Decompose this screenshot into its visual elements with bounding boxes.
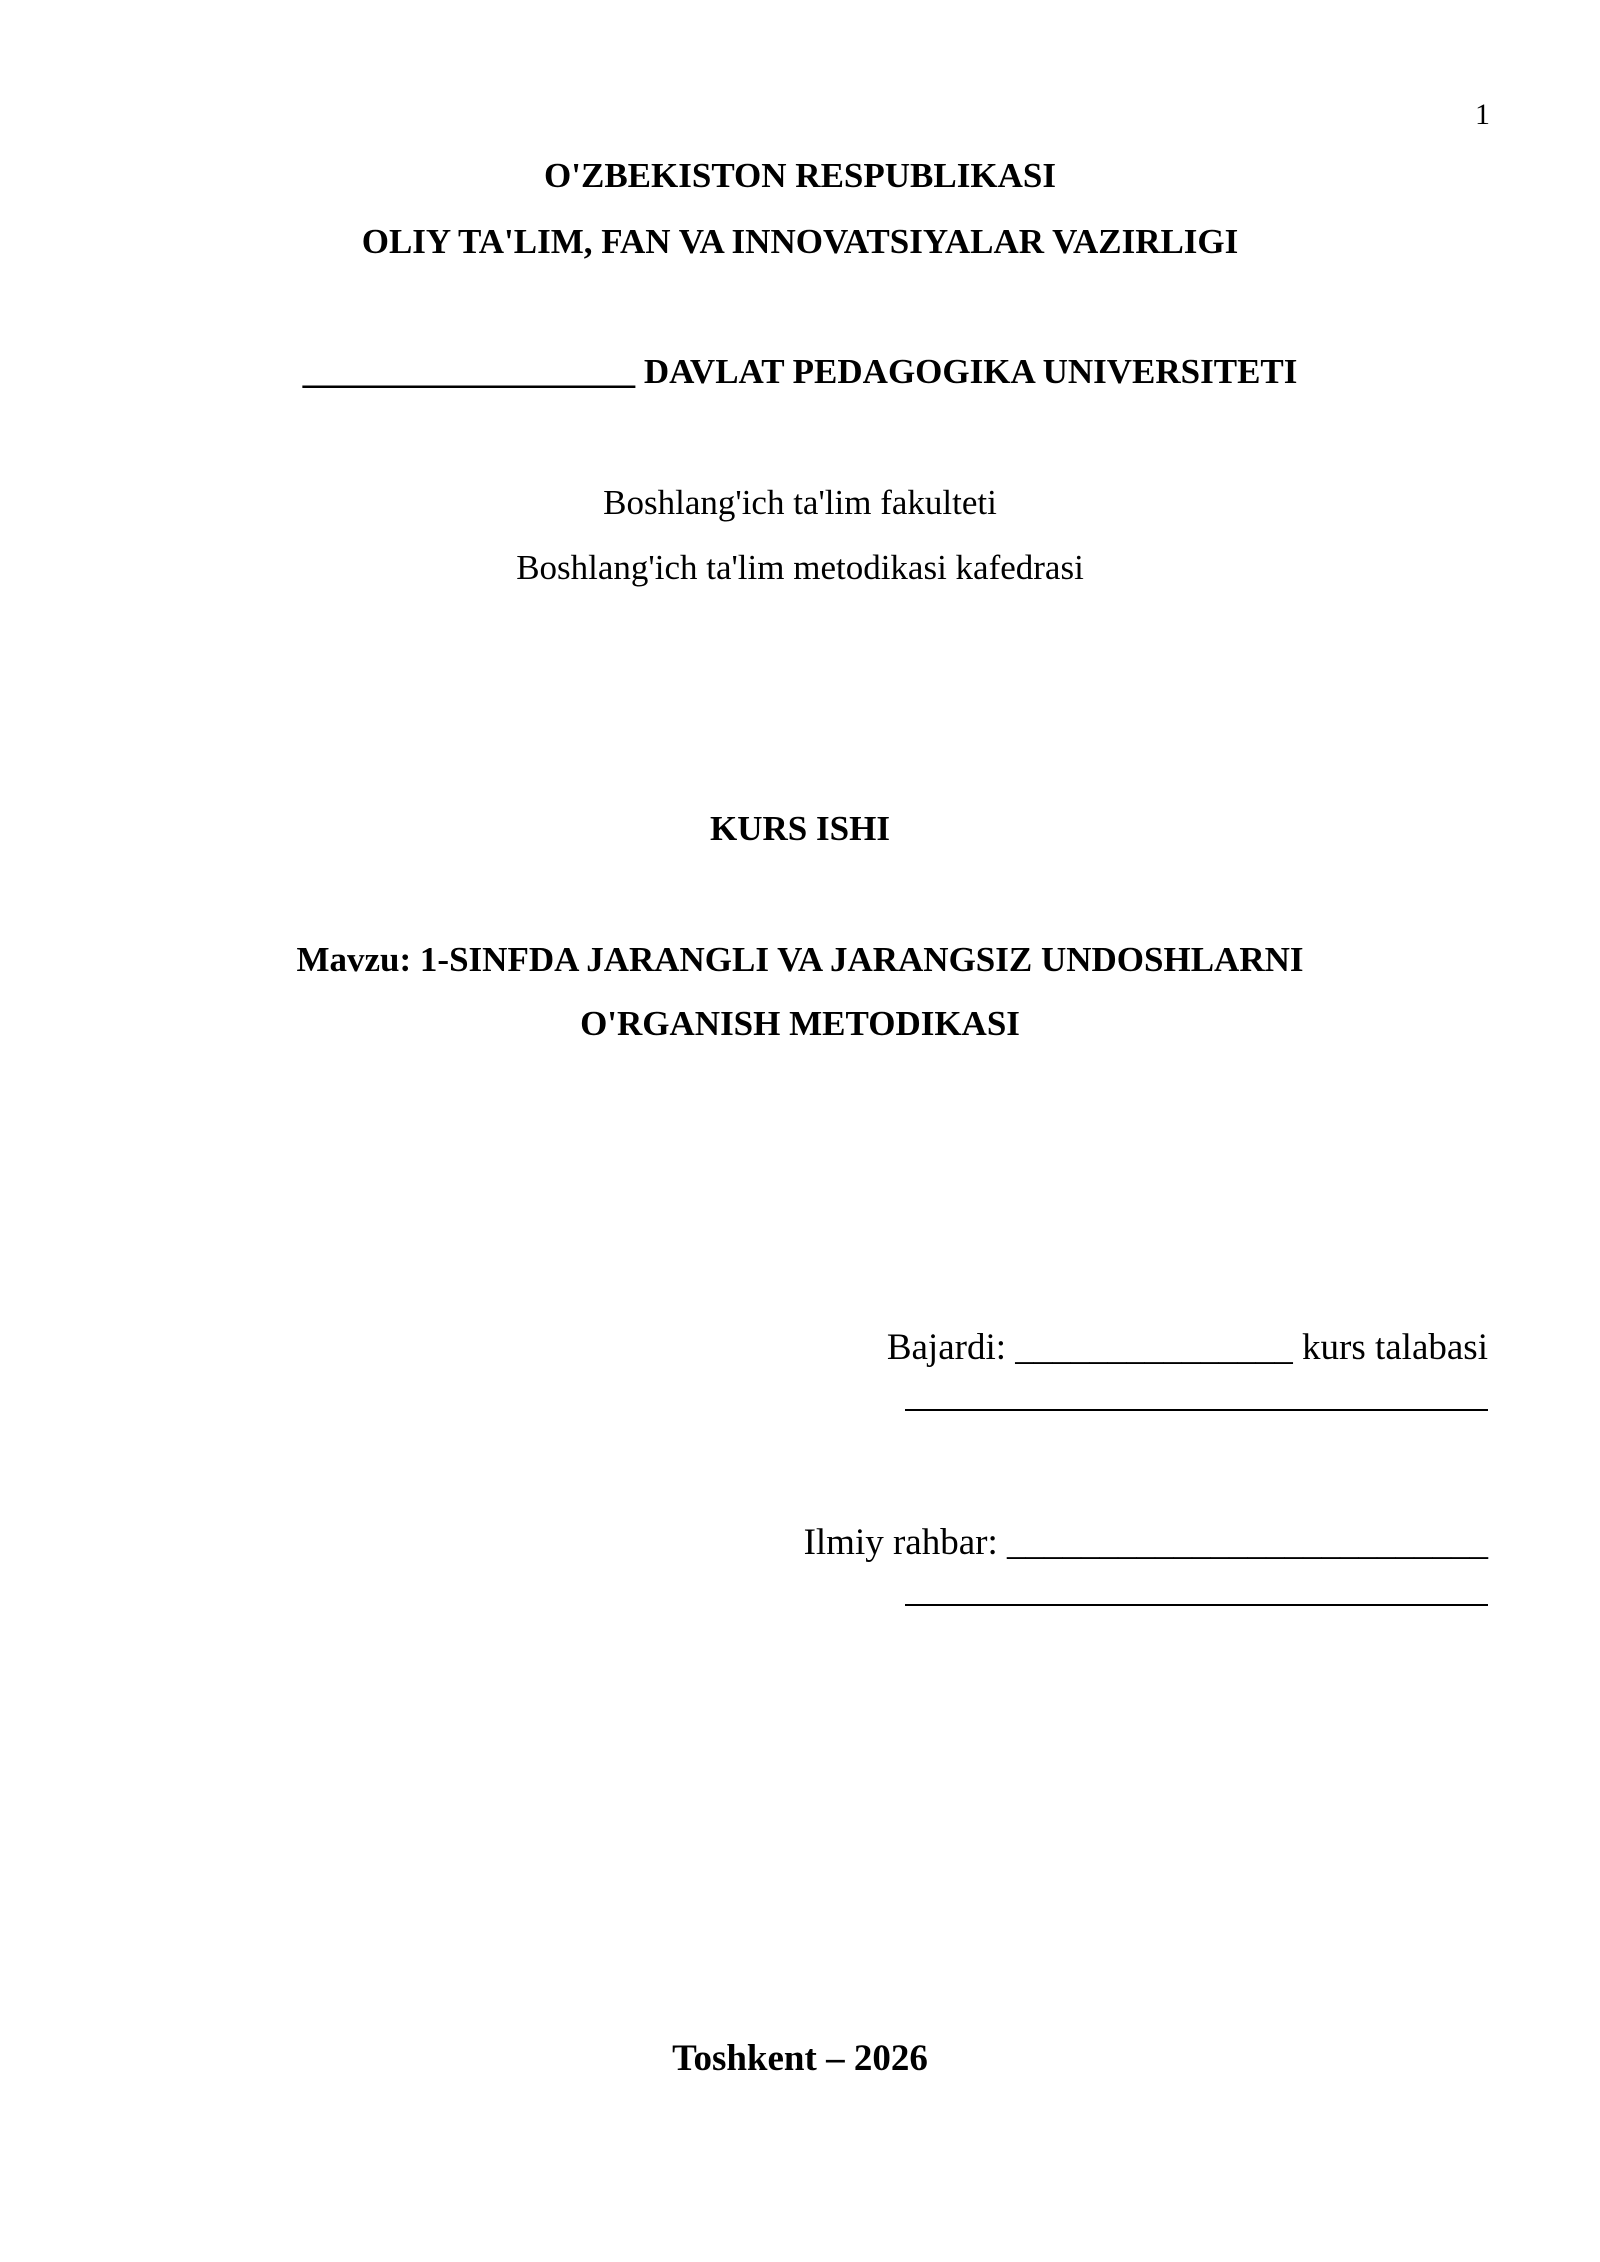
faculty-name: Boshlang'ich ta'lim fakulteti (603, 483, 997, 522)
performed-by-line: Bajardi: _______________ kurs talabasi (886, 1327, 1488, 1368)
ministry-heading: OLIY TA'LIM, FAN VA INNOVATSIYALAR VAZIRLIGI (361, 222, 1239, 261)
supervisor-name-blank (905, 1604, 1488, 1606)
topic-line-2: O'RGANISH METODIKASI (580, 1004, 1020, 1043)
page-number: 1 (1475, 98, 1490, 131)
student-name-blank (905, 1409, 1488, 1411)
work-type-title: KURS ISHI (710, 809, 890, 848)
place-year: Toshkent – 2026 (672, 2038, 928, 2079)
supervisor-line: Ilmiy rahbar: __________________________ (803, 1522, 1488, 1563)
department-name: Boshlang'ich ta'lim metodikasi kafedrasi (516, 548, 1084, 587)
university-heading: ___________________ DAVLAT PEDAGOGIKA UNIVERSITETI (302, 352, 1298, 391)
topic-line-1: Mavzu: 1-SINFDA JARANGLI VA JARANGSIZ UNDOSHLARNI (296, 940, 1304, 979)
republic-heading: O'ZBEKISTON RESPUBLIKASI (544, 156, 1056, 195)
